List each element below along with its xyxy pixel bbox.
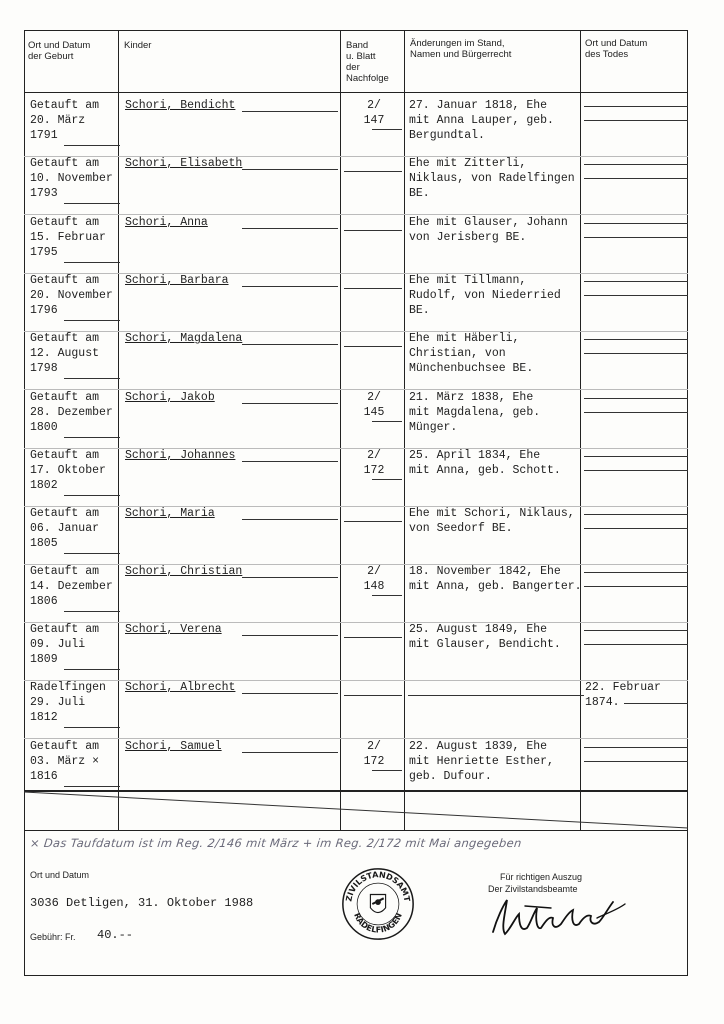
birth-entry: Getauft am 17. Oktober 1802 <box>30 449 106 492</box>
name-fill-line <box>242 461 338 462</box>
death-fill-line <box>584 586 688 587</box>
death-fill-line <box>584 572 688 573</box>
header-birth: Ort und Datum der Geburt <box>28 40 91 62</box>
birth-fill-line <box>64 611 120 612</box>
name-fill-line <box>242 169 338 170</box>
svg-text:RADELFINGEN <box>352 912 404 935</box>
death-fill-line <box>584 528 688 529</box>
handwritten-note: × Das Taufdatum ist im Reg. 2/146 mit März + im Reg. 2/172 mit Mai angegeben <box>29 836 523 850</box>
status-change-entry: Ehe mit Häberli, Christian, von Münchenbuchsee BE. <box>409 332 534 375</box>
footer-fee-value: 40.-- <box>97 928 134 942</box>
register-row <box>24 98 688 156</box>
status-change-entry: 21. März 1838, Ehe mit Magdalena, geb. Münger. <box>409 391 541 434</box>
header-band: Band u. Blatt der Nachfolge <box>346 40 389 84</box>
child-name: Schori, Albrecht <box>125 681 236 694</box>
register-row <box>24 390 688 448</box>
child-name: Schori, Jakob <box>125 391 215 404</box>
death-fill-line <box>584 164 688 165</box>
birth-fill-line <box>64 437 120 438</box>
header-changes: Änderungen im Stand, Namen und Bürgerrecht <box>410 38 512 60</box>
name-fill-line <box>242 286 338 287</box>
birth-fill-line <box>64 553 120 554</box>
child-name: Schori, Verena <box>125 623 222 636</box>
certify-line-1: Für richtigen Auszug <box>500 872 583 882</box>
death-fill-line <box>624 703 688 704</box>
header-divider <box>24 92 688 93</box>
death-fill-line <box>584 470 688 471</box>
band-fill-line <box>372 129 402 130</box>
death-fill-line <box>584 223 688 224</box>
death-fill-line <box>584 761 688 762</box>
status-change-entry: Ehe mit Glauser, Johann von Jerisberg BE. <box>409 216 568 244</box>
band-reference: 2/ 147 <box>363 99 385 127</box>
register-row <box>24 506 688 564</box>
death-fill-line <box>584 295 688 296</box>
register-row <box>24 680 688 738</box>
header-children: Kinder <box>124 40 152 51</box>
footer-place-date-label: Ort und Datum <box>30 870 90 880</box>
band-reference: 2/ 145 <box>363 391 385 419</box>
register-row <box>24 273 688 331</box>
death-fill-line <box>584 353 688 354</box>
death-fill-line <box>584 644 688 645</box>
child-name: Schori, Samuel <box>125 740 222 753</box>
death-fill-line <box>584 120 688 121</box>
register-row <box>24 331 688 389</box>
name-fill-line <box>242 344 338 345</box>
birth-fill-line <box>64 669 120 670</box>
register-row <box>24 564 688 622</box>
child-name: Schori, Bendicht <box>125 99 236 112</box>
child-name: Schori, Maria <box>125 507 215 520</box>
status-change-entry: Ehe mit Zitterli, Niklaus, von Radelfingen BE. <box>409 157 575 200</box>
register-row <box>24 448 688 506</box>
seal-text-top: ZIVILSTANDSAMT <box>344 870 412 903</box>
death-fill-line <box>584 237 688 238</box>
child-name: Schori, Johannes <box>125 449 236 462</box>
register-row <box>24 739 688 797</box>
birth-fill-line <box>64 495 120 496</box>
status-change-entry: 25. August 1849, Ehe mit Glauser, Bendicht. <box>409 623 561 651</box>
name-fill-line <box>242 693 338 694</box>
status-change-entry: 27. Januar 1818, Ehe mit Anna Lauper, geb. Bergundtal. <box>409 99 554 142</box>
band-reference: 2/ 148 <box>363 565 385 593</box>
death-entry: 22. Februar 1874. <box>585 681 661 709</box>
birth-fill-line <box>64 727 120 728</box>
name-fill-line <box>242 752 338 753</box>
child-name: Schori, Barbara <box>125 274 229 287</box>
death-fill-line <box>584 514 688 515</box>
death-fill-line <box>584 281 688 282</box>
birth-fill-line <box>64 786 120 787</box>
birth-fill-line <box>64 145 120 146</box>
status-change-entry: Ehe mit Tillmann, Rudolf, von Niederried BE. <box>409 274 561 317</box>
death-fill-line <box>584 106 688 107</box>
status-change-entry: 18. November 1842, Ehe mit Anna, geb. Bangerter. <box>409 565 582 593</box>
registry-seal <box>340 866 416 942</box>
child-name: Schori, Elisabeth <box>125 157 243 170</box>
child-name: Schori, Anna <box>125 216 208 229</box>
birth-fill-line <box>64 203 120 204</box>
child-name: Schori, Christian <box>125 565 243 578</box>
register-row <box>24 215 688 273</box>
band-fill-line <box>344 288 402 289</box>
status-change-entry: 25. April 1834, Ehe mit Anna, geb. Schott. <box>409 449 561 477</box>
death-fill-line <box>584 398 688 399</box>
birth-entry: Getauft am 09. Juli 1809 <box>30 623 100 666</box>
register-row <box>24 156 688 214</box>
band-reference: 2/ 172 <box>363 449 385 477</box>
name-fill-line <box>242 228 338 229</box>
status-change-entry: Ehe mit Schori, Niklaus, von Seedorf BE. <box>409 507 575 535</box>
name-fill-line <box>242 635 338 636</box>
seal-text-bottom: RADELFINGEN <box>352 911 404 935</box>
band-fill-line <box>344 230 402 231</box>
band-reference: 2/ 172 <box>363 740 385 768</box>
band-fill-line <box>344 346 402 347</box>
death-fill-line <box>584 747 688 748</box>
birth-entry: Getauft am 20. November 1796 <box>30 274 113 317</box>
death-fill-line <box>584 178 688 179</box>
changes-fill-line <box>408 695 584 696</box>
name-fill-line <box>242 111 338 112</box>
name-fill-line <box>242 577 338 578</box>
birth-entry: Getauft am 14. Dezember 1806 <box>30 565 113 608</box>
band-fill-line <box>372 770 402 771</box>
official-signature <box>485 888 635 940</box>
birth-entry: Getauft am 15. Februar 1795 <box>30 216 106 259</box>
band-fill-line <box>344 695 402 696</box>
death-fill-line <box>584 456 688 457</box>
birth-entry: Radelfingen 29. Juli 1812 <box>30 681 106 724</box>
footer-fee-label: Gebühr: Fr. <box>30 932 76 942</box>
register-row <box>24 622 688 680</box>
birth-fill-line <box>64 320 120 321</box>
birth-entry: Getauft am 06. Januar 1805 <box>30 507 100 550</box>
birth-fill-line <box>64 262 120 263</box>
band-fill-line <box>372 479 402 480</box>
band-fill-line <box>372 421 402 422</box>
death-fill-line <box>584 339 688 340</box>
birth-entry: Getauft am 12. August 1798 <box>30 332 100 375</box>
header-death: Ort und Datum des Todes <box>585 38 648 60</box>
death-fill-line <box>584 630 688 631</box>
name-fill-line <box>242 519 338 520</box>
svg-text:ZIVILSTANDSAMT <box>344 870 411 903</box>
certify-line-2: Der Zivilstandsbeamte <box>488 884 578 894</box>
death-fill-line <box>584 412 688 413</box>
birth-fill-line <box>64 378 120 379</box>
birth-entry: Getauft am 20. März 1791 <box>30 99 100 142</box>
table-bottom-line <box>24 830 688 831</box>
birth-entry: Getauft am 28. Dezember 1800 <box>30 391 113 434</box>
child-name: Schori, Magdalena <box>125 332 243 345</box>
status-change-entry: 22. August 1839, Ehe mit Henriette Esther, geb. Dufour. <box>409 740 554 783</box>
band-fill-line <box>372 595 402 596</box>
footer-place-date: 3036 Detligen, 31. Oktober 1988 <box>30 896 254 910</box>
birth-entry: Getauft am 03. März × 1816 <box>30 740 100 783</box>
band-fill-line <box>344 521 402 522</box>
band-fill-line <box>344 637 402 638</box>
band-fill-line <box>344 171 402 172</box>
birth-entry: Getauft am 10. November 1793 <box>30 157 113 200</box>
name-fill-line <box>242 403 338 404</box>
